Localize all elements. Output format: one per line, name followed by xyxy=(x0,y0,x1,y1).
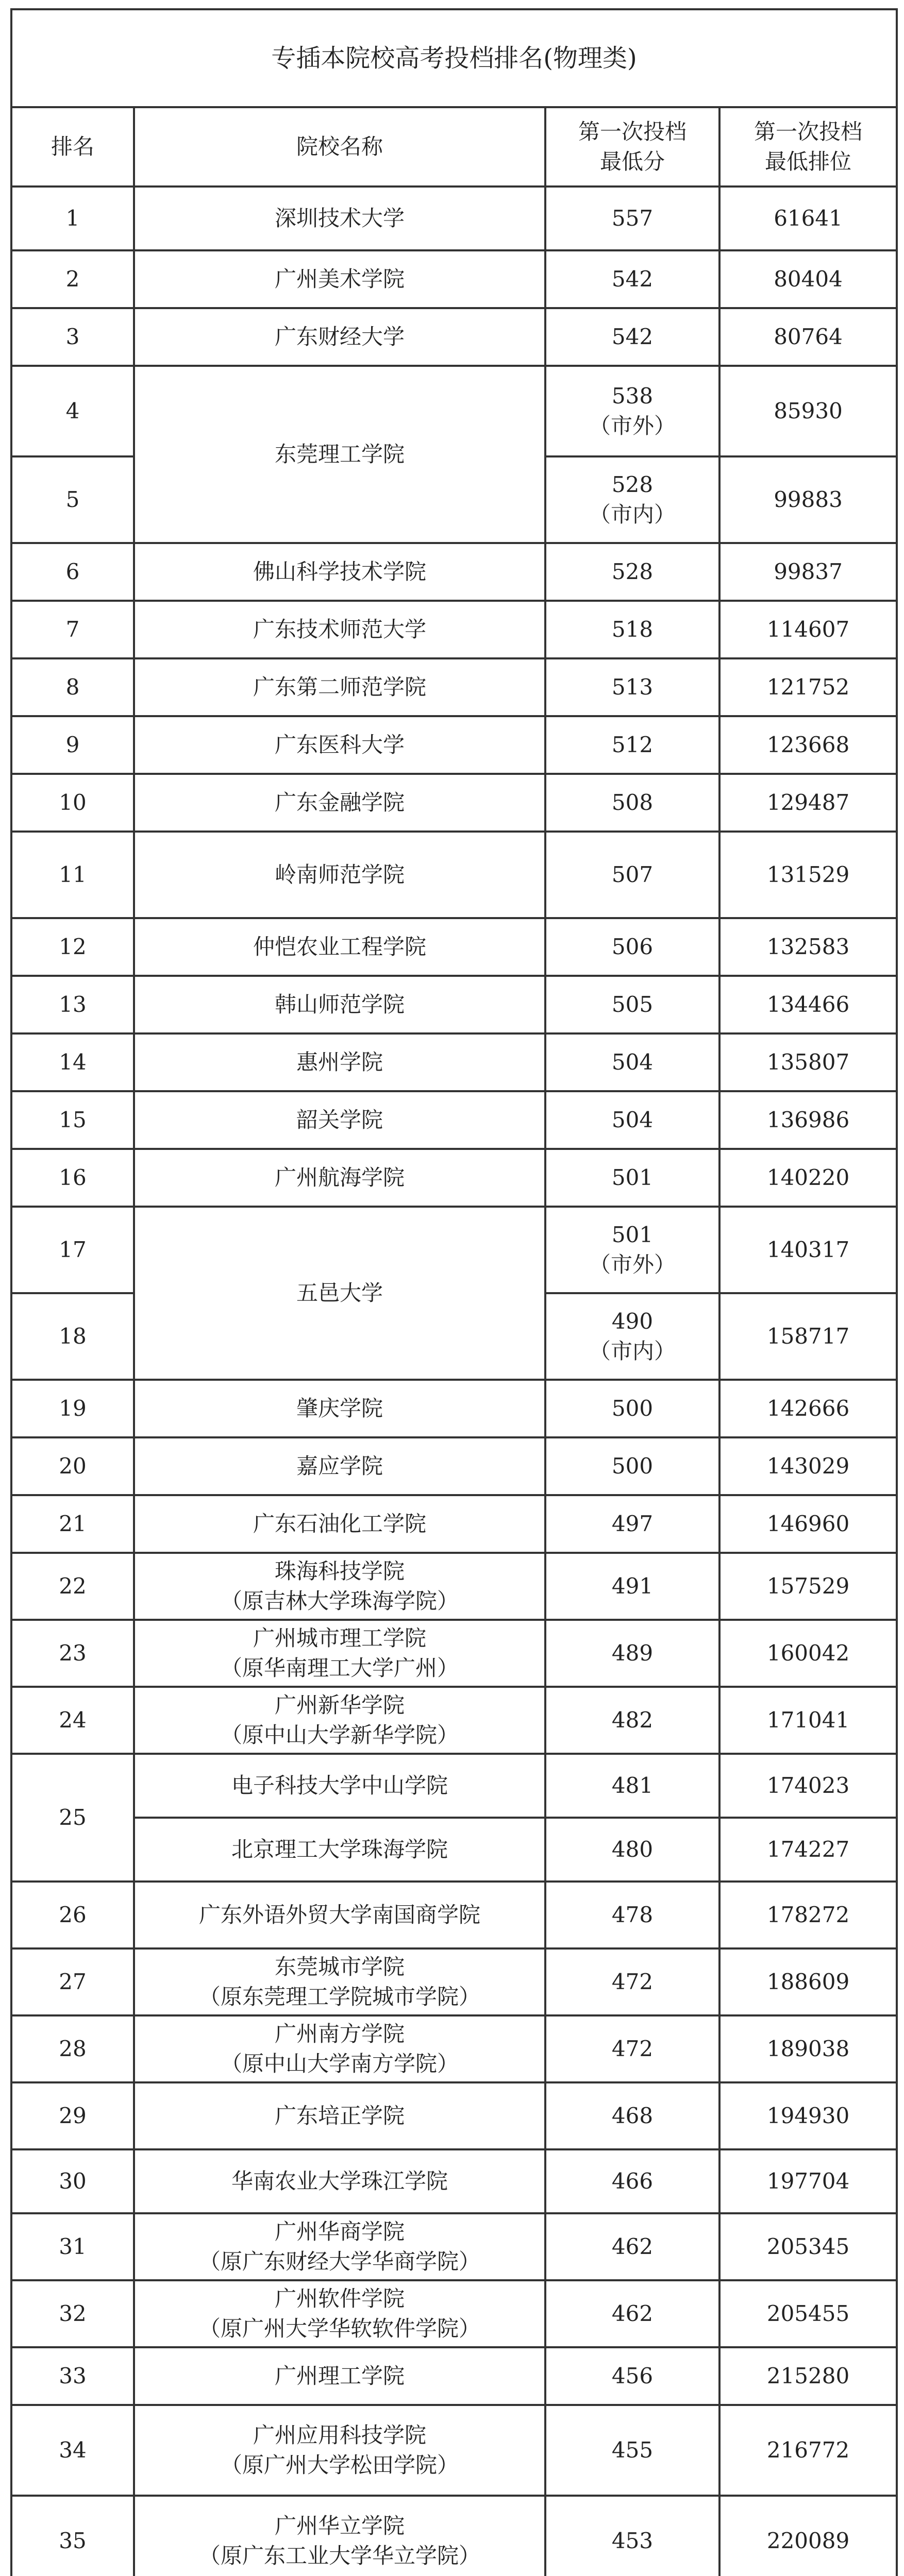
header-school: 院校名称 xyxy=(134,107,545,187)
school-name: 佛山科学技术学院 xyxy=(253,559,426,584)
school-name: 广州南方学院 xyxy=(274,2021,405,2046)
min-score-value: 478 xyxy=(611,1902,654,1927)
school-name: 惠州学院 xyxy=(296,1049,383,1075)
table-row xyxy=(11,2347,897,2405)
school-name: 广东培正学院 xyxy=(274,2103,405,2128)
school-name: 岭南师范学院 xyxy=(274,862,405,887)
min-score-value: 538 xyxy=(611,383,654,409)
min-score-value: 468 xyxy=(611,2103,654,2128)
table-row xyxy=(11,366,897,456)
min-position-cell: 160042 xyxy=(719,1620,897,1687)
school-cell xyxy=(134,774,545,832)
school-name: 嘉应学院 xyxy=(296,1453,383,1479)
min-score-value: 453 xyxy=(611,2528,654,2553)
rank-cell: 12 xyxy=(11,918,134,976)
rank-cell: 13 xyxy=(11,976,134,1033)
min-position-cell: 197704 xyxy=(719,2149,897,2213)
school-name: 仲恺农业工程学院 xyxy=(253,934,426,959)
min-score-cell xyxy=(545,2015,719,2082)
min-position-cell: 129487 xyxy=(719,774,897,832)
min-position-cell: 174227 xyxy=(719,1818,897,1882)
rank-cell: 4 xyxy=(11,366,134,456)
min-score-value: 481 xyxy=(611,1773,654,1798)
table-row xyxy=(11,1495,897,1553)
school-former-name: （原中山大学南方学院） xyxy=(220,2051,459,2076)
rank-cell: 20 xyxy=(11,1437,134,1495)
school-name: 广州航海学院 xyxy=(274,1165,405,1190)
rank-cell: 22 xyxy=(11,1553,134,1620)
min-score-cell xyxy=(545,1882,719,1948)
min-score-cell xyxy=(545,601,719,658)
school-former-name: （原广州大学松田学院） xyxy=(220,2452,459,2478)
min-score-cell xyxy=(545,1293,719,1380)
school-name: 五邑大学 xyxy=(296,1280,383,1306)
min-score-cell xyxy=(545,2149,719,2213)
min-score-value: 500 xyxy=(611,1453,654,1479)
min-score-value: 491 xyxy=(611,1573,654,1599)
table-row xyxy=(11,2149,897,2213)
min-score-value: 489 xyxy=(611,1640,654,1666)
school-cell xyxy=(134,1207,545,1380)
rank-cell: 19 xyxy=(11,1380,134,1437)
school-name: 北京理工大学珠海学院 xyxy=(231,1837,448,1862)
rank-cell: 28 xyxy=(11,2015,134,2082)
school-former-name: （原东莞理工学院城市学院） xyxy=(198,1984,480,2009)
school-name: 东莞城市学院 xyxy=(274,1954,405,1979)
table-row xyxy=(11,187,897,250)
header-min-score-line2: 最低分 xyxy=(599,149,665,174)
school-name: 广东第二师范学院 xyxy=(253,674,426,700)
school-former-name: （原吉林大学珠海学院） xyxy=(220,1588,459,1614)
min-score-cell xyxy=(545,1033,719,1091)
school-name: 韶关学院 xyxy=(296,1107,383,1132)
school-cell xyxy=(134,1754,545,1818)
school-name: 广州理工学院 xyxy=(274,2363,405,2388)
table-row xyxy=(11,1380,897,1437)
school-cell xyxy=(134,187,545,250)
school-cell xyxy=(134,1882,545,1948)
table-row xyxy=(11,2082,897,2149)
min-score-value: 508 xyxy=(611,790,654,815)
rank-cell: 1 xyxy=(11,187,134,250)
school-name: 广东技术师范大学 xyxy=(253,617,426,642)
school-name: 肇庆学院 xyxy=(296,1396,383,1421)
min-score-value: 466 xyxy=(611,2168,654,2194)
min-score-value: 504 xyxy=(611,1107,654,1132)
min-position-cell: 114607 xyxy=(719,601,897,658)
school-cell xyxy=(134,1553,545,1620)
min-score-value: 557 xyxy=(611,206,654,231)
min-score-cell xyxy=(545,2213,719,2280)
school-name: 广州美术学院 xyxy=(274,266,405,292)
school-cell xyxy=(134,2405,545,2496)
min-score-cell xyxy=(545,1818,719,1882)
min-score-cell xyxy=(545,456,719,543)
min-score-value: 455 xyxy=(611,2437,654,2463)
min-position-cell: 143029 xyxy=(719,1437,897,1495)
school-former-name: （原华南理工大学广州） xyxy=(220,1655,459,1681)
school-former-name: （原中山大学新华学院） xyxy=(220,1722,459,1748)
table-row xyxy=(11,1754,897,1818)
min-score-value: 542 xyxy=(611,324,654,349)
header-min-position xyxy=(719,107,897,187)
school-cell xyxy=(134,2213,545,2280)
min-position-cell: 99883 xyxy=(719,456,897,543)
school-cell xyxy=(134,2149,545,2213)
rank-cell: 29 xyxy=(11,2082,134,2149)
min-position-cell: 189038 xyxy=(719,2015,897,2082)
school-cell xyxy=(134,1687,545,1754)
min-score-cell xyxy=(545,1495,719,1553)
rank-cell: 32 xyxy=(11,2280,134,2347)
min-position-cell: 121752 xyxy=(719,658,897,716)
min-score-cell xyxy=(545,658,719,716)
table-row xyxy=(11,1437,897,1495)
school-cell xyxy=(134,1620,545,1687)
school-cell xyxy=(134,2082,545,2149)
header-min-score-line1: 第一次投档 xyxy=(578,119,687,144)
rank-cell: 23 xyxy=(11,1620,134,1687)
school-former-name: （原广州大学华软软件学院） xyxy=(198,2316,480,2341)
min-score-cell xyxy=(545,2347,719,2405)
rank-cell: 14 xyxy=(11,1033,134,1091)
school-name: 华南农业大学珠江学院 xyxy=(231,2168,448,2194)
min-score-cell xyxy=(545,1207,719,1293)
min-position-cell: 123668 xyxy=(719,716,897,774)
min-score-cell xyxy=(545,2280,719,2347)
table-row xyxy=(11,308,897,366)
table-row xyxy=(11,601,897,658)
min-score-cell xyxy=(545,250,719,308)
table-row xyxy=(11,1553,897,1620)
min-position-cell: 134466 xyxy=(719,976,897,1033)
score-note: （市内） xyxy=(589,502,676,527)
rank-cell: 10 xyxy=(11,774,134,832)
table-row xyxy=(11,2213,897,2280)
school-name: 韩山师范学院 xyxy=(274,992,405,1017)
school-cell xyxy=(134,976,545,1033)
table-row xyxy=(11,1149,897,1207)
table-row xyxy=(11,2496,897,2576)
header-rank: 排名 xyxy=(11,107,134,187)
rank-cell: 27 xyxy=(11,1948,134,2015)
min-position-cell: 99837 xyxy=(719,543,897,601)
min-score-value: 542 xyxy=(611,266,654,292)
school-name: 深圳技术大学 xyxy=(274,206,405,231)
table-row xyxy=(11,716,897,774)
school-cell xyxy=(134,1437,545,1495)
rank-cell: 31 xyxy=(11,2213,134,2280)
min-position-cell: 140220 xyxy=(719,1149,897,1207)
min-score-value: 528 xyxy=(611,559,654,584)
min-score-cell xyxy=(545,1091,719,1149)
min-score-cell xyxy=(545,1149,719,1207)
rank-cell: 33 xyxy=(11,2347,134,2405)
school-name: 广东财经大学 xyxy=(274,324,405,349)
school-cell xyxy=(134,1818,545,1882)
min-score-cell xyxy=(545,1620,719,1687)
min-score-cell xyxy=(545,187,719,250)
min-position-cell: 158717 xyxy=(719,1293,897,1380)
rank-cell: 18 xyxy=(11,1293,134,1380)
school-cell xyxy=(134,832,545,918)
school-name: 广州新华学院 xyxy=(274,1692,405,1718)
school-name: 电子科技大学中山学院 xyxy=(231,1773,448,1798)
min-score-value: 506 xyxy=(611,934,654,959)
min-position-cell: 216772 xyxy=(719,2405,897,2496)
table-row xyxy=(11,250,897,308)
table-row xyxy=(11,976,897,1033)
rank-cell: 9 xyxy=(11,716,134,774)
min-score-cell xyxy=(545,2496,719,2576)
table-row xyxy=(11,658,897,716)
min-score-value: 500 xyxy=(611,1396,654,1421)
rank-cell: 8 xyxy=(11,658,134,716)
school-name: 广东医科大学 xyxy=(274,732,405,757)
school-name: 广州华商学院 xyxy=(274,2219,405,2244)
rank-cell: 34 xyxy=(11,2405,134,2496)
min-score-value: 518 xyxy=(611,617,654,642)
rank-cell: 17 xyxy=(11,1207,134,1293)
score-note: （市内） xyxy=(589,1338,676,1364)
school-name: 广东石油化工学院 xyxy=(253,1511,426,1536)
school-name: 广东金融学院 xyxy=(274,790,405,815)
table-title: 专插本院校高考投档排名(物理类) xyxy=(11,9,897,107)
rank-cell: 11 xyxy=(11,832,134,918)
school-cell xyxy=(134,1149,545,1207)
table-row xyxy=(11,543,897,601)
min-score-cell xyxy=(545,2405,719,2496)
min-position-cell: 171041 xyxy=(719,1687,897,1754)
min-position-cell: 205345 xyxy=(719,2213,897,2280)
min-position-cell: 220089 xyxy=(719,2496,897,2576)
min-score-cell xyxy=(545,774,719,832)
rank-cell: 15 xyxy=(11,1091,134,1149)
min-score-cell xyxy=(545,1553,719,1620)
rank-cell: 16 xyxy=(11,1149,134,1207)
min-score-value: 462 xyxy=(611,2234,654,2259)
min-position-cell: 140317 xyxy=(719,1207,897,1293)
min-score-cell xyxy=(545,543,719,601)
min-position-cell: 194930 xyxy=(719,2082,897,2149)
school-cell xyxy=(134,601,545,658)
min-score-value: 501 xyxy=(611,1222,654,1247)
min-score-value: 472 xyxy=(611,2036,654,2061)
min-position-cell: 188609 xyxy=(719,1948,897,2015)
school-cell xyxy=(134,308,545,366)
table-row xyxy=(11,918,897,976)
table-row xyxy=(11,1091,897,1149)
rank-cell: 25 xyxy=(11,1754,134,1882)
school-cell xyxy=(134,250,545,308)
header-row xyxy=(11,107,897,187)
school-cell xyxy=(134,366,545,543)
min-position-cell: 80404 xyxy=(719,250,897,308)
rank-cell: 21 xyxy=(11,1495,134,1553)
table-row xyxy=(11,1948,897,2015)
min-score-value: 505 xyxy=(611,992,654,1017)
school-former-name: （原广东工业大学华立学院） xyxy=(198,2543,480,2568)
table-row xyxy=(11,1687,897,1754)
school-cell xyxy=(134,1948,545,2015)
min-score-cell xyxy=(545,976,719,1033)
min-position-cell: 85930 xyxy=(719,366,897,456)
school-cell xyxy=(134,1495,545,1553)
school-name: 广州应用科技学院 xyxy=(253,2422,426,2448)
rank-cell: 30 xyxy=(11,2149,134,2213)
table-row xyxy=(11,1818,897,1882)
school-cell xyxy=(134,658,545,716)
min-score-value: 504 xyxy=(611,1049,654,1075)
min-score-cell xyxy=(545,1687,719,1754)
min-score-value: 528 xyxy=(611,472,654,497)
min-score-value: 507 xyxy=(611,862,654,887)
table-row xyxy=(11,832,897,918)
min-score-cell xyxy=(545,918,719,976)
min-score-value: 472 xyxy=(611,1969,654,1994)
school-cell xyxy=(134,2496,545,2576)
min-score-cell xyxy=(545,716,719,774)
school-cell xyxy=(134,918,545,976)
header-min-position-line1: 第一次投档 xyxy=(754,119,863,144)
table-row xyxy=(11,2405,897,2496)
rank-cell: 35 xyxy=(11,2496,134,2576)
header-min-score xyxy=(545,107,719,187)
school-cell xyxy=(134,2347,545,2405)
min-score-cell xyxy=(545,308,719,366)
score-note: （市外） xyxy=(589,413,676,438)
rank-cell: 6 xyxy=(11,543,134,601)
school-cell xyxy=(134,716,545,774)
school-cell xyxy=(134,1091,545,1149)
min-position-cell: 132583 xyxy=(719,918,897,976)
min-position-cell: 142666 xyxy=(719,1380,897,1437)
min-score-cell xyxy=(545,2082,719,2149)
min-position-cell: 157529 xyxy=(719,1553,897,1620)
min-score-cell xyxy=(545,1948,719,2015)
min-score-value: 512 xyxy=(611,732,654,757)
min-position-cell: 80764 xyxy=(719,308,897,366)
min-position-cell: 61641 xyxy=(719,187,897,250)
school-cell xyxy=(134,543,545,601)
table-row xyxy=(11,1620,897,1687)
min-position-cell: 146960 xyxy=(719,1495,897,1553)
min-score-cell xyxy=(545,1754,719,1818)
school-former-name: （原广东财经大学华商学院） xyxy=(198,2249,480,2274)
min-score-value: 482 xyxy=(611,1707,654,1733)
school-cell xyxy=(134,1033,545,1091)
min-position-cell: 178272 xyxy=(719,1882,897,1948)
min-score-cell xyxy=(545,366,719,456)
score-note: （市外） xyxy=(589,1252,676,1277)
min-score-cell xyxy=(545,832,719,918)
min-score-cell xyxy=(545,1437,719,1495)
min-score-value: 462 xyxy=(611,2301,654,2326)
min-position-cell: 136986 xyxy=(719,1091,897,1149)
school-name: 广州软件学院 xyxy=(274,2286,405,2311)
school-name: 广州华立学院 xyxy=(274,2513,405,2538)
min-position-cell: 131529 xyxy=(719,832,897,918)
table-row xyxy=(11,1207,897,1293)
min-score-value: 456 xyxy=(611,2363,654,2388)
rank-cell: 2 xyxy=(11,250,134,308)
min-score-value: 490 xyxy=(611,1309,654,1334)
school-cell xyxy=(134,2280,545,2347)
school-name: 广州城市理工学院 xyxy=(253,1625,426,1651)
school-name: 珠海科技学院 xyxy=(274,1558,405,1584)
school-cell xyxy=(134,2015,545,2082)
min-position-cell: 205455 xyxy=(719,2280,897,2347)
rank-cell: 3 xyxy=(11,308,134,366)
table-row xyxy=(11,1033,897,1091)
min-score-cell xyxy=(545,1380,719,1437)
ranking-table xyxy=(10,8,898,2576)
min-score-value: 501 xyxy=(611,1165,654,1190)
table-row xyxy=(11,1882,897,1948)
min-position-cell: 174023 xyxy=(719,1754,897,1818)
rank-cell: 5 xyxy=(11,456,134,543)
table-row xyxy=(11,774,897,832)
min-position-cell: 135807 xyxy=(719,1033,897,1091)
min-position-cell: 215280 xyxy=(719,2347,897,2405)
header-min-position-line2: 最低排位 xyxy=(765,149,852,174)
min-score-value: 497 xyxy=(611,1511,654,1536)
ranking-document xyxy=(10,8,896,2576)
table-row xyxy=(11,2280,897,2347)
school-name: 广东外语外贸大学南国商学院 xyxy=(198,1902,480,1927)
min-score-value: 480 xyxy=(611,1837,654,1862)
table-row xyxy=(11,2015,897,2082)
min-score-value: 513 xyxy=(611,674,654,700)
rank-cell: 24 xyxy=(11,1687,134,1754)
school-cell xyxy=(134,1380,545,1437)
rank-cell: 7 xyxy=(11,601,134,658)
school-name: 东莞理工学院 xyxy=(274,442,405,467)
rank-cell: 26 xyxy=(11,1882,134,1948)
